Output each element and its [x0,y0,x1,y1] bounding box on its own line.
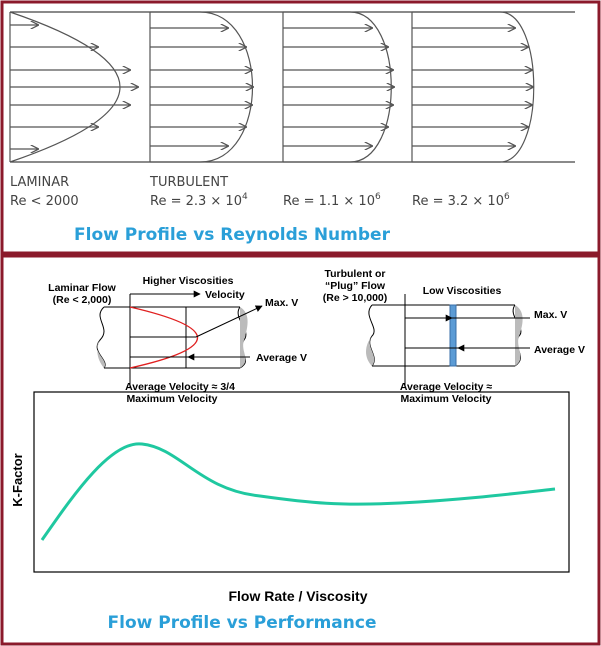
turbulent-re-label: (Re > 10,000) [322,292,388,304]
x-axis-label: Flow Rate / Viscosity [228,588,368,604]
bottom-panel-border [2,256,599,644]
higher-viscosities-label: Higher Viscosities [142,275,234,287]
laminar-label: LAMINAR [10,175,70,190]
turbulent-caption-1: Average Velocity ≈ [399,381,493,393]
turbulent-label: TURBULENT [150,175,229,190]
velocity-label: Velocity [205,289,245,301]
y-axis-label: K-Factor [10,453,25,507]
re-value-2: $Re = 1.1 \times 10^6$ [283,192,381,209]
re-value-1: $Re = 2.3 \times 10^4$ [150,192,248,209]
turbulent-label-2: “Plug” Flow [324,280,386,292]
laminar-caption-2: Maximum Velocity [126,393,218,405]
laminar-re-label: (Re < 2,000) [52,294,112,306]
laminar-caption-1: Average Velocity ≈ 3/4 [125,381,235,393]
re-value-3: $Re = 3.2 \times 10^6$ [412,192,510,209]
bottom-panel-title: Flow Profile vs Performance [107,613,377,633]
top-panel-title: Flow Profile vs Reynolds Number [74,225,390,245]
turbulent-avg-v: Average V [534,344,585,356]
laminar-avg-v: Average V [256,352,307,364]
turbulent-label-1: Turbulent or [324,268,386,280]
low-viscosities-label: Low Viscosities [422,285,502,297]
laminar-max-v: Max. V [265,297,299,309]
laminar-flow-label: Laminar Flow [48,282,116,294]
turbulent-caption-2: Maximum Velocity [400,393,492,405]
turbulent-max-v: Max. V [534,309,568,321]
laminar-re: Re < 2000 [10,194,79,209]
